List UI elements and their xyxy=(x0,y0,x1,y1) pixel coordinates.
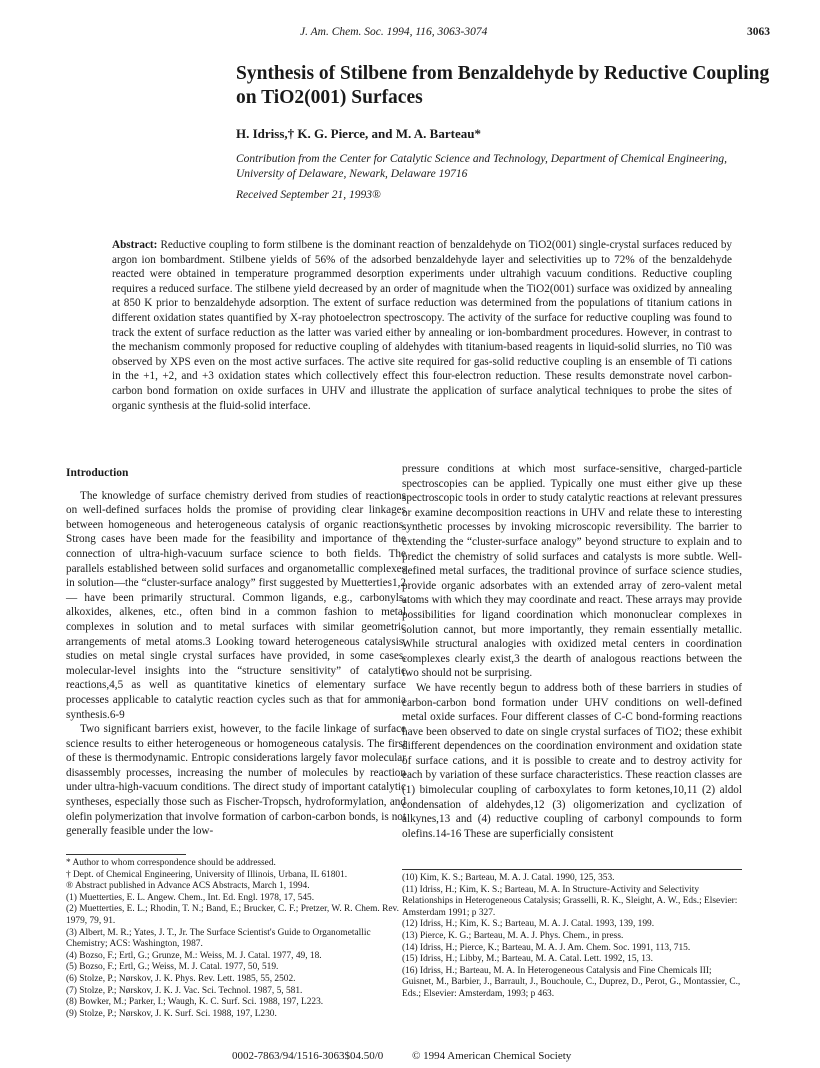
footnote-divider-right xyxy=(402,869,742,870)
paper-title: Synthesis of Stilbene from Benzaldehyde by Reductive Coupling on TiO2(001) Surfaces xyxy=(236,63,770,108)
footnote: (15) Idriss, H.; Libby, M.; Barteau, M. A. Catal. Lett. 1992, 15, 13. xyxy=(402,954,653,965)
footnote: (7) Stolze, P.; Nørskov, J. K. J. Vac. Sci. Technol. 1987, 5, 581. xyxy=(66,985,303,996)
footnote: (12) Idriss, H.; Kim, K. S.; Barteau, M. A. J. Catal. 1993, 139, 199. xyxy=(402,919,655,930)
received-date: Received September 21, 1993® xyxy=(236,189,381,201)
footnote: (11) Idriss, H.; Kim, K. S.; Barteau, M. A. In Structure-Activity and Selectivity Relationships in Heterogeneous Catalysis; Grasselli, R. K., Sleight, A. W., Eds.; Elsevier: Amsterdam 1991; p 327. xyxy=(402,884,738,918)
footnote: (16) Idriss, H.; Barteau, M. A. In Heterogeneous Catalysis and Fine Chemicals III; Guisnet, M., Barbier, J., Barrault, J., Bouchoule, C., Duprez, D., Perot, G., Montassier, C., Eds.; Elsevier: Amsterdam, 1993; p 463. xyxy=(402,965,741,999)
footnote: * Author to whom correspondence should be addressed. xyxy=(66,858,276,868)
copyright-notice: © 1994 American Chemical Society xyxy=(412,1050,572,1062)
body-paragraph: Two significant barriers exist, however, to the facile linkage of surface science results to either heterogeneous or homogeneous catalysis. The first of these is thermodynamic. Entropic considerations largely favor molecular disassembly processes, increasing the number of molecules by reaction under ultra-high-vacuum conditions. The direct study of important catalytic syntheses, especially those such as Fischer-Tropsch, hydroformylation, and olefin polymerization that involve formation of carbon-carbon bonds, is not generally feasible under the low- xyxy=(66,723,406,838)
body-paragraph: The knowledge of surface chemistry derived from studies of reactions on well-defined surfaces holds the promise of providing clear linkages between homogeneous and heterogeneous catalysis of organic reactions. Strong cases have been made for the feasibility and importance of the connection of ultra-high-vacuum surface science to both fields. The parallels established between solid surfaces and organometallic complexes in solution—the “cluster-surface analogy” first suggested by Muetterties1,2— have been primarily structural. Common ligands, e.g., carbonyls, alkoxides, alkenes, etc., often bind in a common fashion to metal complexes in solution and to metal surfaces with similar geometric arrangements of metal atoms.3 Looking toward heterogeneous catalysis, studies on metal single crystal surfaces have provided, in some cases, molecular-level insights into the “structure sensitivity” of catalytic reactions,4,5 as well as quantitative kinetics of elementary surface processes applicable to catalytic reaction cycles such as that for ammonia synthesis.6-9 xyxy=(66,489,406,721)
title-block xyxy=(236,62,776,201)
article-code: 0002-7863/94/1516-3063$04.50/0 xyxy=(232,1050,384,1062)
footnote-divider-left xyxy=(66,854,186,855)
page-number: 3063 xyxy=(747,26,770,38)
author-list: H. Idriss,† K. G. Pierce, and M. A. Barteau* xyxy=(236,126,481,141)
journal-citation: J. Am. Chem. Soc. 1994, 116, 3063-3074 xyxy=(300,26,488,38)
footnote: (14) Idriss, H.; Pierce, K.; Barteau, M. A. J. Am. Chem. Soc. 1991, 113, 715. xyxy=(402,942,691,953)
left-column xyxy=(66,462,406,839)
footnote: † Dept. of Chemical Engineering, University of Illinois, Urbana, IL 61801. xyxy=(66,869,348,880)
abstract-label: Abstract: xyxy=(112,239,158,251)
footnote: (6) Stolze, P.; Nørskov, J. K. Phys. Rev. Lett. 1985, 55, 2502. xyxy=(66,973,296,984)
body-paragraph: We have recently begun to address both of these barriers in studies of carbon-carbon bond formation under UHV conditions on well-defined metal oxide surfaces. Four different classes of C-C bond-forming reactions have been observed to date on single crystal surfaces of TiO2; these exhibit different dependences on the coordination environment and oxidation state of surface cations, and it is possible to create and to destroy activity for each by variation of these surface characteristics. These reaction classes are (1) bimolecular coupling of carboxylates to form ketones,10,11 (2) aldol condensation of aldehydes,12 (3) oligomerization and cyclization of alkynes,13 and (4) reductive coupling of carbonyl compounds to form olefins.14-16 These are superficially consistent xyxy=(402,681,742,840)
footnote: (1) Muetterties, E. L. Angew. Chem., Int. Ed. Engl. 1978, 17, 545. xyxy=(66,892,315,903)
footnote: (10) Kim, K. S.; Barteau, M. A. J. Catal. 1990, 125, 353. xyxy=(402,873,615,883)
footnotes-left xyxy=(66,858,406,1020)
affiliation: Contribution from the Center for Catalytic Science and Technology, Department of Chemical Engineering, University of Delaware, Newark, Delaware 19716 xyxy=(236,153,728,180)
footnote: (4) Bozso, F.; Ertl, G.; Grunze, M.: Weiss, M. J. Catal. 1977, 49, 18. xyxy=(66,950,322,961)
footnote: (2) Muetterties, E. L.; Rhodin, T. N.; Band, E.; Brucker, C. F.; Pretzer, W. R. Chem. Rev. 1979, 79, 91. xyxy=(66,904,399,926)
footnote: (9) Stolze, P.; Nørskov, J. K. Surf. Sci. 1988, 197, L230. xyxy=(66,1008,277,1019)
running-head xyxy=(0,26,820,42)
footnote: (13) Pierce, K. G.; Barteau, M. A. J. Phys. Chem., in press. xyxy=(402,930,624,941)
abstract-text: Reductive coupling to form stilbene is the dominant reaction of benzaldehyde on TiO2(001) single-crystal surfaces reduced by argon ion bombardment. Stilbene yields of 56% of the adsorbed benzaldehyde layer and selectivities up to 72% of the benzaldehyde reacted were obtained in temperature programmed desorption experiments under ultrahigh vacuum conditions. Reductive coupling requires a reduced surface. The stilbene yield decreased by an order of magnitude when the TiO2(001) surface was oxidized by annealing at 850 K prior to benzaldehyde adsorption. The extent of surface reduction was determined from the populations of titanium cations in different oxidation states quantified by X-ray photoelectron spectroscopy. The activity of the surface for reductive coupling was found to track the extent of surface reduction as the latter was varied either by annealing or ion-bombardment procedures. However, in contrast to the mechanism commonly proposed for reductive coupling of aldehydes with titanium-based reagents in liquid-solid slurries, no Ti0 was observed by XPS even on the most active surfaces. The active site required for gas-solid reductive coupling is an ensemble of Ti cations in the +1, +2, and +3 oxidation states which collectively effect this four-electron reduction. These results demonstrate novel carbon-carbon bond formation on oxide surfaces in UHV and illustrate the application of surface analytical techniques to probe the sites of organic synthesis at the fluid-solid interface. xyxy=(112,239,733,412)
footnote: (8) Bowker, M.; Parker, I.; Waugh, K. C. Surf. Sci. 1988, 197, L223. xyxy=(66,997,324,1008)
section-heading-introduction: Introduction xyxy=(66,467,129,479)
footnotes-right xyxy=(402,873,742,1001)
body-paragraph: pressure conditions at which most surface-sensitive, charged-particle spectroscopies can be applied. Typically one must either give up these spectroscopic tools in order to study catalytic reactions at relevant pressures or examine decomposition reactions in UHV and relate these to interesting synthetic processes by invoking microscopic reversibility. The barrier to extending the “cluster-surface analogy” beyond structure to explain and to predict the chemistry of solid surfaces and catalysts is more subtle. Well-defined metal surfaces, the traditional province of surface science studies, provide organic adsorbates with an extended array of zero-valent metal atoms with which they may coordinate and react. These arrays may provide possibilities for ligand coordination which mononuclear complexes in solution cannot, but more importantly, they remain essentially metallic. While structural analogies with oxidized metal centers in coordination complexes clearly exist,3 the dearth of analogous reactions between the two should not be surprising. xyxy=(402,463,742,680)
footnote: (3) Albert, M. R.; Yates, J. T., Jr. The Surface Scientist's Guide to Organometallic Chemistry; ACS: Washington, 1987. xyxy=(66,927,371,950)
footnote: (5) Bozso, F.; Ertl, G.; Weiss, M. J. Catal. 1977, 50, 519. xyxy=(66,962,279,973)
footnote: ® Abstract published in Advance ACS Abstracts, March 1, 1994. xyxy=(66,881,310,892)
right-column xyxy=(402,462,742,841)
abstract xyxy=(112,238,732,413)
